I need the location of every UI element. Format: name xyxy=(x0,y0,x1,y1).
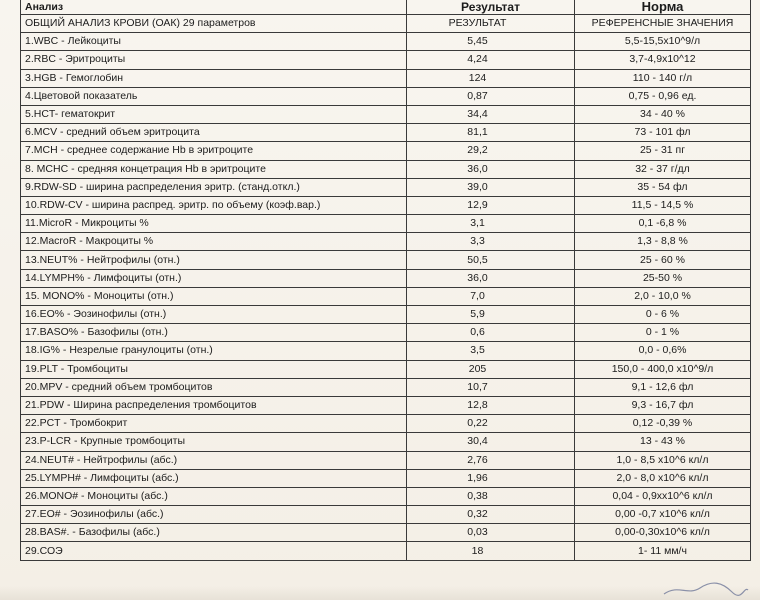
parameter-name: 11.MicroR - Микроциты % xyxy=(21,215,407,233)
result-value: 1,96 xyxy=(407,469,575,487)
parameter-name: 10.RDW-CV - ширина распред. эритр. по объему (коэф.вар.) xyxy=(21,196,407,214)
reference-range: 9,1 - 12,6 фл xyxy=(575,378,751,396)
header-norm: Норма xyxy=(575,0,751,15)
reference-range: 9,3 - 16,7 фл xyxy=(575,396,751,414)
parameter-name: 1.WBC - Лейкоциты xyxy=(21,33,407,51)
reference-range: 0,0 - 0,6% xyxy=(575,342,751,360)
result-value: 124 xyxy=(407,69,575,87)
table-row xyxy=(21,196,751,214)
result-value: 12,8 xyxy=(407,396,575,414)
result-value: 0,32 xyxy=(407,506,575,524)
parameter-name: 15. MONO% - Моноциты (отн.) xyxy=(21,287,407,305)
parameter-name: 27.EO# - Эозинофилы (абс.) xyxy=(21,506,407,524)
result-value: 39,0 xyxy=(407,178,575,196)
table-row xyxy=(21,269,751,287)
parameter-name: 7.MCH - среднее содержание Hb в эритроците xyxy=(21,142,407,160)
parameter-name: 21.PDW - Ширина распределения тромбоцитов xyxy=(21,396,407,414)
parameter-name: 5.HCT- гематокрит xyxy=(21,105,407,123)
result-value: 12,9 xyxy=(407,196,575,214)
parameter-name: 17.BASO% - Базофилы (отн.) xyxy=(21,324,407,342)
result-value: 0,6 xyxy=(407,324,575,342)
result-value: 0,03 xyxy=(407,524,575,542)
result-value: 5,9 xyxy=(407,306,575,324)
reference-range: 73 - 101 фл xyxy=(575,124,751,142)
table-row xyxy=(21,415,751,433)
reference-range: 1- 11 мм/ч xyxy=(575,542,751,560)
result-label: РЕЗУЛЬТАТ xyxy=(407,15,575,33)
reference-range: 34 - 40 % xyxy=(575,105,751,123)
parameter-name: 26.MONO# - Моноциты (абс.) xyxy=(21,487,407,505)
result-value: 10,7 xyxy=(407,378,575,396)
parameter-name: 13.NEUT% - Нейтрофилы (отн.) xyxy=(21,251,407,269)
table-row xyxy=(21,69,751,87)
result-value: 36,0 xyxy=(407,160,575,178)
reference-range: 0,00 -0,7 x10^6 кл/л xyxy=(575,506,751,524)
result-value: 3,3 xyxy=(407,233,575,251)
table-header-row xyxy=(21,0,751,15)
result-value: 3,5 xyxy=(407,342,575,360)
table-row xyxy=(21,33,751,51)
reference-range: 0,04 - 0,9xx10^6 кл/л xyxy=(575,487,751,505)
parameter-name: 28.BAS#. - Базофилы (абс.) xyxy=(21,524,407,542)
table-row xyxy=(21,433,751,451)
table-row xyxy=(21,342,751,360)
reference-range: 0,00-0,30x10^6 кл/л xyxy=(575,524,751,542)
result-value: 3,1 xyxy=(407,215,575,233)
reference-range: 0,1 -6,8 % xyxy=(575,215,751,233)
table-row xyxy=(21,487,751,505)
result-value: 5,45 xyxy=(407,33,575,51)
parameter-name: 22.PCT - Тромбокрит xyxy=(21,415,407,433)
header-result: Результат xyxy=(407,0,575,15)
reference-range: 1,3 - 8,8 % xyxy=(575,233,751,251)
parameter-name: 14.LYMPH% - Лимфоциты (отн.) xyxy=(21,269,407,287)
header-analysis: Анализ xyxy=(21,0,407,15)
table-row xyxy=(21,87,751,105)
table-row xyxy=(21,105,751,123)
result-value: 0,38 xyxy=(407,487,575,505)
parameter-name: 23.P-LCR - Крупные тромбоциты xyxy=(21,433,407,451)
blood-test-table xyxy=(20,0,751,561)
result-value: 0,87 xyxy=(407,87,575,105)
panel-title: ОБЩИЙ АНАЛИЗ КРОВИ (ОАК) 29 параметров xyxy=(21,15,407,33)
reference-range: 0 - 6 % xyxy=(575,306,751,324)
parameter-name: 25.LYMPH# - Лимфоциты (абс.) xyxy=(21,469,407,487)
reference-range: 2,0 - 8,0 x10^6 кл/л xyxy=(575,469,751,487)
table-row xyxy=(21,233,751,251)
reference-range: 25-50 % xyxy=(575,269,751,287)
parameter-name: 2.RBC - Эритроциты xyxy=(21,51,407,69)
table-row xyxy=(21,306,751,324)
parameter-name: 18.IG% - Незрелые гранулоциты (отн.) xyxy=(21,342,407,360)
parameter-name: 9.RDW-SD - ширина распределения эритр. (станд.откл.) xyxy=(21,178,407,196)
table-row xyxy=(21,396,751,414)
reference-range: 110 - 140 г/л xyxy=(575,69,751,87)
table-row xyxy=(21,506,751,524)
parameter-name: 8. MCHC - средняя концетрация Hb в эритроците xyxy=(21,160,407,178)
reference-range: 35 - 54 фл xyxy=(575,178,751,196)
parameter-name: 6.MCV - средний объем эритроцита xyxy=(21,124,407,142)
table-row xyxy=(21,142,751,160)
table-row xyxy=(21,324,751,342)
result-value: 50,5 xyxy=(407,251,575,269)
result-value: 81,1 xyxy=(407,124,575,142)
reference-range: 5,5-15,5x10^9/л xyxy=(575,33,751,51)
parameter-name: 20.MPV - средний объем тромбоцитов xyxy=(21,378,407,396)
result-value: 29,2 xyxy=(407,142,575,160)
result-value: 18 xyxy=(407,542,575,560)
table-row xyxy=(21,160,751,178)
reference-range: 25 - 31 пг xyxy=(575,142,751,160)
table-row xyxy=(21,360,751,378)
reference-range: 25 - 60 % xyxy=(575,251,751,269)
table-row xyxy=(21,51,751,69)
reference-range: 32 - 37 г/дл xyxy=(575,160,751,178)
page-bottom-edge xyxy=(0,586,760,600)
table-row xyxy=(21,451,751,469)
reference-range: 2,0 - 10,0 % xyxy=(575,287,751,305)
table-row xyxy=(21,469,751,487)
parameter-name: 3.HGB - Гемоглобин xyxy=(21,69,407,87)
result-value: 2,76 xyxy=(407,451,575,469)
result-value: 4,24 xyxy=(407,51,575,69)
result-value: 34,4 xyxy=(407,105,575,123)
parameter-name: 29.СОЭ xyxy=(21,542,407,560)
reference-range: 1,0 - 8,5 x10^6 кл/л xyxy=(575,451,751,469)
reference-range: 11,5 - 14,5 % xyxy=(575,196,751,214)
result-value: 205 xyxy=(407,360,575,378)
table-row xyxy=(21,524,751,542)
reference-values-label: РЕФЕРЕНСНЫЕ ЗНАЧЕНИЯ xyxy=(575,15,751,33)
table-row xyxy=(21,178,751,196)
result-value: 0,22 xyxy=(407,415,575,433)
reference-range: 150,0 - 400,0 x10^9/л xyxy=(575,360,751,378)
reference-range: 0,12 -0,39 % xyxy=(575,415,751,433)
panel-subheader-row xyxy=(21,15,751,33)
parameter-name: 4.Цветовой показатель xyxy=(21,87,407,105)
result-value: 30,4 xyxy=(407,433,575,451)
reference-range: 13 - 43 % xyxy=(575,433,751,451)
reference-range: 0,75 - 0,96 ед. xyxy=(575,87,751,105)
reference-range: 0 - 1 % xyxy=(575,324,751,342)
result-value: 36,0 xyxy=(407,269,575,287)
table-row xyxy=(21,287,751,305)
signature-scribble xyxy=(660,580,750,598)
parameter-name: 16.EO% - Эозинофилы (отн.) xyxy=(21,306,407,324)
table-row xyxy=(21,378,751,396)
parameter-name: 19.PLT - Тромбоциты xyxy=(21,360,407,378)
table-row xyxy=(21,215,751,233)
parameter-name: 12.MacroR - Макроциты % xyxy=(21,233,407,251)
result-value: 7,0 xyxy=(407,287,575,305)
table-row xyxy=(21,542,751,560)
reference-range: 3,7-4,9x10^12 xyxy=(575,51,751,69)
table-row xyxy=(21,251,751,269)
parameter-name: 24.NEUT# - Нейтрофилы (абс.) xyxy=(21,451,407,469)
table-row xyxy=(21,124,751,142)
